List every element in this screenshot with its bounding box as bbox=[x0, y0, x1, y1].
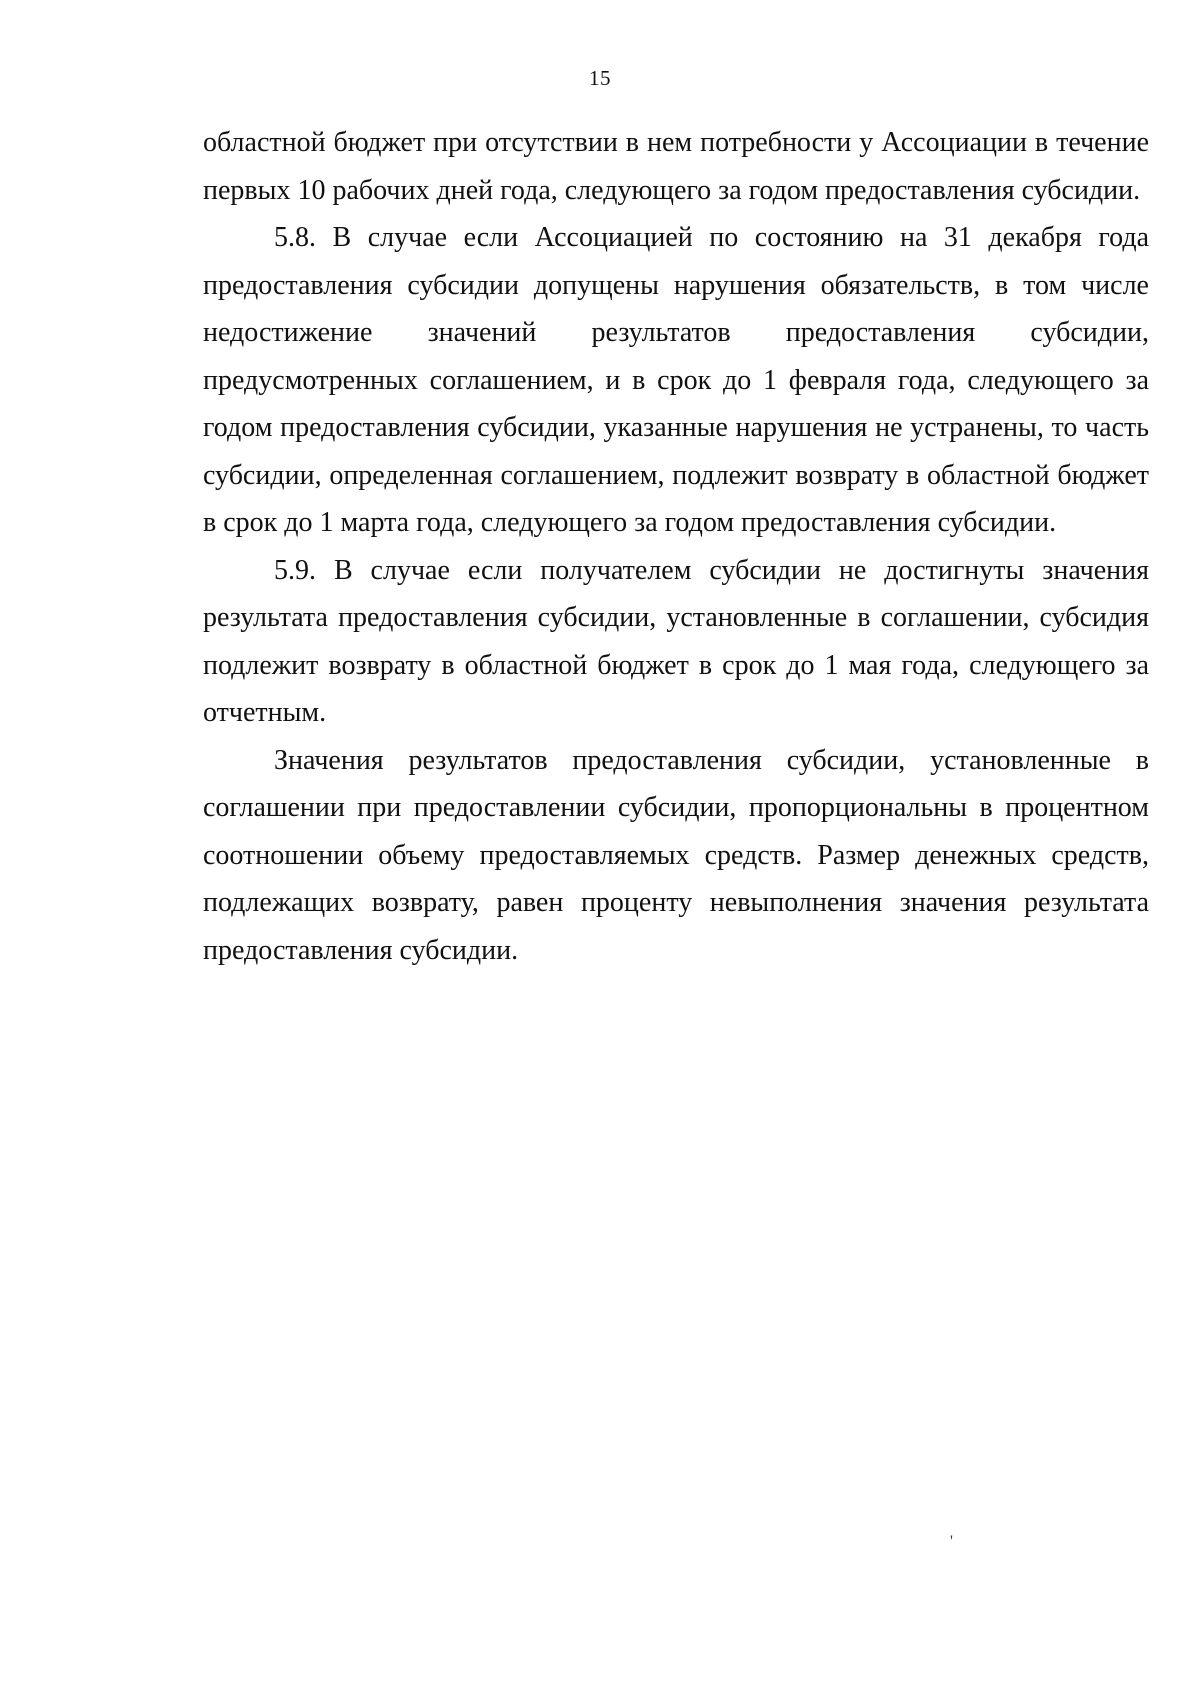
paragraph-clause-5-9: 5.9. В случае если получателем субсидии не достигнуты значения результата предоставления субсидии, установленные в соглашении, субсидия подлежит возврату в областной бюджет в срок до 1 мая года, следующего за отчетным. bbox=[203, 554, 1149, 728]
document-body bbox=[203, 119, 1149, 974]
paragraph-continuation: областной бюджет при отсутствии в нем потребности у Ассоциации в течение первых 10 рабочих дней года, следующего за годом предоставления субсидии. bbox=[203, 127, 1149, 206]
paragraph-clause-5-8: 5.8. В случае если Ассоциацией по состоянию на 31 декабря года предоставления субсидии допущены нарушения обязательств, в том числе недостижение значений результатов предоставления субсидии, предусмотренных соглашением, и в срок до 1 февраля года, следующего за годом предоставления субсидии, указанные нарушения не устранены, то часть субсидии, определенная соглашением, подлежит возврату в областной бюджет в срок до 1 марта года, следующего за годом предоставления субсидии. bbox=[203, 222, 1149, 538]
scan-stray-mark: ' bbox=[950, 1533, 953, 1550]
paragraph-result-values: Значения результатов предоставления субсидии, установленные в соглашении при предоставлении субсидии, пропорциональны в процентном соотношении объему предоставляемых средств. Размер денежных средств, подлежащих возврату, равен проценту невыполнения значения результата предоставления субсидии. bbox=[203, 744, 1149, 966]
page-number: 15 bbox=[589, 66, 611, 90]
